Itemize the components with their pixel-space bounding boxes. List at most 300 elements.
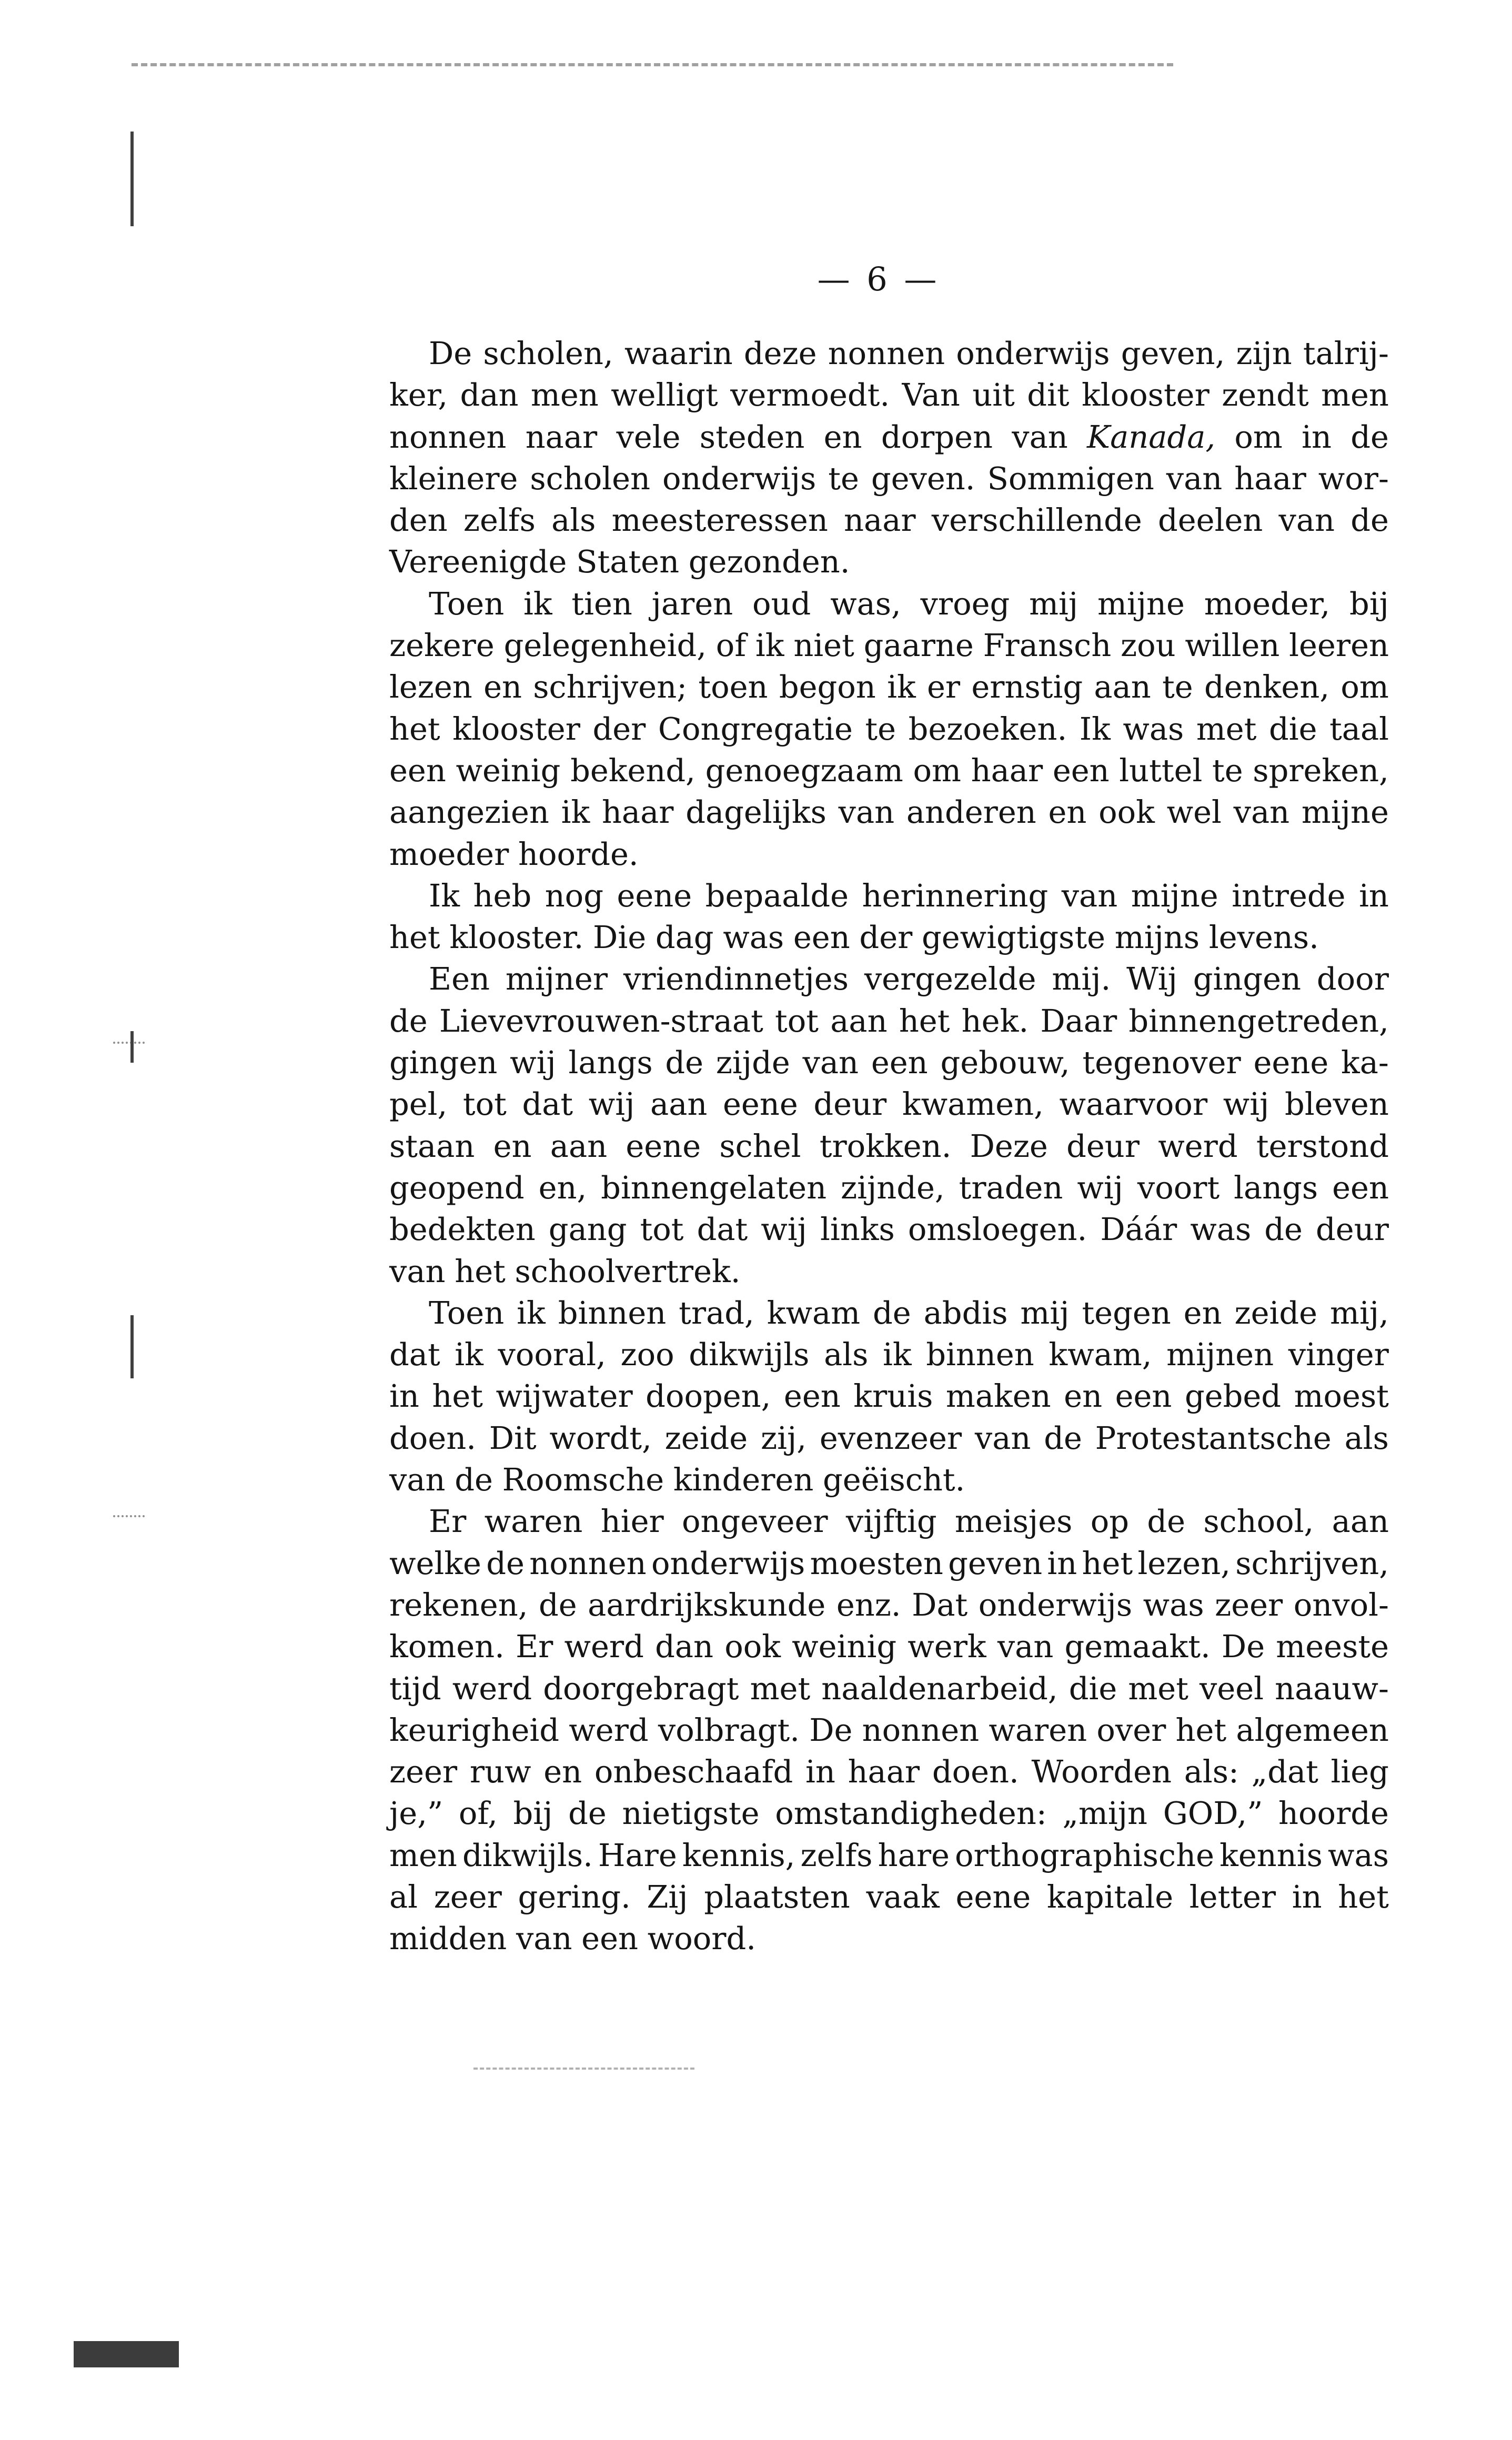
word: in xyxy=(1292,1878,1322,1915)
word: naar xyxy=(525,418,598,455)
word: eene xyxy=(723,1086,798,1123)
word: uit xyxy=(972,377,1015,414)
word: waren xyxy=(484,1503,583,1540)
word: kinderen xyxy=(673,1461,814,1498)
text-line xyxy=(389,458,1389,499)
text-line xyxy=(389,1375,1389,1417)
word: als xyxy=(1344,1419,1389,1456)
word: Kanada, xyxy=(1087,418,1216,455)
word: en xyxy=(823,418,862,455)
word: zeer xyxy=(1215,1586,1283,1623)
word: gezonden. xyxy=(688,543,850,580)
word: Sommigen xyxy=(987,460,1154,497)
word: met xyxy=(750,1670,811,1707)
word: waarin xyxy=(624,335,733,371)
word: moeder xyxy=(389,835,509,872)
word: een xyxy=(1115,1378,1172,1415)
word: denken, xyxy=(1204,669,1330,705)
left-margin-mark xyxy=(130,1031,134,1063)
word: gingen xyxy=(1193,961,1302,997)
word: vinger xyxy=(1288,1336,1389,1373)
body-text xyxy=(389,332,1389,1960)
word: was xyxy=(1143,1586,1204,1623)
word: pel, xyxy=(389,1086,448,1123)
word: wijwater xyxy=(496,1378,633,1415)
left-margin-mark xyxy=(130,132,134,226)
word: te xyxy=(828,460,859,497)
word: was xyxy=(1123,710,1184,747)
word: nonnen xyxy=(828,335,945,371)
word: ernstig xyxy=(971,669,1083,705)
word: geven, xyxy=(1121,335,1225,371)
word: vermoedt. xyxy=(730,377,890,414)
word: mijnen xyxy=(1166,1336,1274,1373)
word: geëischt. xyxy=(823,1461,965,1498)
text-line xyxy=(389,1251,1389,1292)
word: van xyxy=(838,794,895,831)
word: Wij xyxy=(1126,961,1177,997)
word: gering. xyxy=(518,1878,631,1915)
word: binnengetreden, xyxy=(1128,1002,1389,1039)
word: jaren xyxy=(651,585,733,622)
bottom-scan-dash xyxy=(473,2068,694,2070)
word: over xyxy=(1096,1711,1166,1748)
paragraph xyxy=(389,958,1389,1292)
word: in xyxy=(389,1378,419,1415)
word: traden xyxy=(959,1169,1063,1206)
word: Fransch xyxy=(983,627,1112,664)
word: de xyxy=(1350,418,1389,455)
word: woord. xyxy=(647,1920,756,1957)
word: gang xyxy=(548,1211,627,1248)
word: mij, xyxy=(1330,1294,1389,1331)
text-line xyxy=(389,1834,1389,1876)
word: staan xyxy=(389,1127,475,1164)
word: vergezelde xyxy=(864,961,1036,997)
word: dat xyxy=(697,1211,748,1248)
word: om xyxy=(1234,418,1283,455)
word: deur xyxy=(813,1086,887,1123)
word: lezen, xyxy=(1137,1545,1231,1581)
word: kleinere xyxy=(389,460,518,497)
word: vroeg xyxy=(920,585,1010,622)
paragraph xyxy=(389,875,1389,959)
word: die xyxy=(1069,1670,1117,1707)
text-line xyxy=(389,499,1389,541)
word: Protestantsche xyxy=(1095,1419,1332,1456)
word: onvol- xyxy=(1293,1586,1389,1623)
word: onderwijs xyxy=(978,1586,1133,1623)
word: als: xyxy=(1184,1753,1239,1790)
word: onderwijs xyxy=(662,460,817,497)
text-line xyxy=(389,791,1389,833)
word: dikwijls xyxy=(689,1336,810,1373)
word: het xyxy=(899,1002,950,1039)
word: mij. xyxy=(1052,961,1111,997)
word: moeder, xyxy=(1204,585,1330,622)
word: maken xyxy=(945,1378,1051,1415)
word: der xyxy=(592,710,646,747)
word: welke xyxy=(389,1545,481,1581)
word: en xyxy=(543,1753,582,1790)
word: dan xyxy=(655,1628,714,1665)
text-line xyxy=(389,1709,1389,1751)
text-line xyxy=(389,1334,1389,1375)
word: dat xyxy=(389,1336,440,1373)
word: ik xyxy=(517,1294,546,1331)
word: en xyxy=(1064,1378,1103,1415)
text-line xyxy=(389,958,1389,1000)
word: vooral, xyxy=(498,1336,606,1373)
word: kruis xyxy=(853,1378,933,1415)
word: Dit xyxy=(489,1419,537,1456)
word: klooster xyxy=(452,710,580,747)
word: hoorde. xyxy=(518,835,639,872)
word: Congregatie xyxy=(658,710,853,747)
word: aangezien xyxy=(389,794,549,831)
word: werd xyxy=(452,1670,532,1707)
text-line xyxy=(389,1918,1389,1959)
word: niet xyxy=(793,627,854,664)
word: ik xyxy=(883,1336,912,1373)
word: het xyxy=(1338,1878,1389,1915)
word: trad, xyxy=(679,1294,754,1331)
text-line xyxy=(389,1042,1389,1083)
word: enz. xyxy=(836,1586,901,1623)
word: den xyxy=(389,502,448,539)
top-border-rule xyxy=(132,63,1173,66)
word: Deze xyxy=(970,1127,1048,1164)
text-line xyxy=(389,1668,1389,1709)
word: Woorden xyxy=(1031,1753,1172,1790)
word: Lievevrouwen-straat xyxy=(439,1002,763,1039)
word: schrijven; xyxy=(533,669,688,705)
word: Vereenigde xyxy=(389,543,567,580)
word: mijne xyxy=(1301,794,1389,831)
word: een xyxy=(1052,752,1110,789)
word: of xyxy=(715,627,747,664)
word: veel xyxy=(1199,1670,1264,1707)
word: wij xyxy=(510,1044,556,1081)
word: de xyxy=(1147,1503,1186,1540)
word: intrede xyxy=(1232,877,1346,914)
word: zekere xyxy=(389,627,495,664)
word: te xyxy=(865,710,896,747)
word: waarvoor xyxy=(1059,1086,1208,1123)
word: heb xyxy=(473,877,532,914)
word: het xyxy=(432,1378,483,1415)
word: op xyxy=(1090,1503,1130,1540)
word: aan xyxy=(650,1086,708,1123)
word: nietigste xyxy=(622,1795,760,1832)
word: de xyxy=(1350,502,1389,539)
word: kennis, xyxy=(682,1837,795,1873)
paragraph xyxy=(389,332,1389,583)
word: onderwijs xyxy=(956,335,1110,371)
word: doopen, xyxy=(646,1378,771,1415)
word: algemeen xyxy=(1236,1711,1389,1748)
word: een xyxy=(871,1044,928,1081)
left-margin-mark xyxy=(130,1315,134,1378)
word: deur xyxy=(1316,1211,1389,1248)
text-line xyxy=(389,666,1389,708)
word: deze xyxy=(743,335,817,371)
word: het xyxy=(1175,1711,1227,1748)
word: tegen xyxy=(1082,1294,1171,1331)
word: anderen xyxy=(906,794,1036,831)
word: kapitale xyxy=(1046,1878,1174,1915)
word: de xyxy=(1264,1211,1303,1248)
word: vriendinnetjes xyxy=(623,961,849,997)
word: een xyxy=(793,919,850,956)
text-line xyxy=(389,1584,1389,1626)
word: men xyxy=(530,377,599,414)
word: werd xyxy=(569,1711,649,1748)
word: ik xyxy=(523,585,552,622)
word: dat xyxy=(522,1086,573,1123)
word: GOD,” xyxy=(1163,1795,1263,1832)
word: geven xyxy=(948,1545,1043,1581)
word: keurigheid xyxy=(389,1711,560,1748)
word: bezoeken. xyxy=(908,710,1067,747)
word: het xyxy=(1082,1545,1133,1581)
word: naaldenarbeid, xyxy=(821,1670,1058,1707)
word: „mijn xyxy=(1062,1795,1148,1832)
word: meisjes xyxy=(954,1503,1073,1540)
word: weinig xyxy=(792,1628,897,1665)
word: zelfs xyxy=(463,502,536,539)
word: gewigtigste xyxy=(922,919,1106,956)
word: men xyxy=(389,1837,457,1873)
word: welligt xyxy=(611,377,718,414)
word: om xyxy=(913,752,961,789)
word: toen xyxy=(698,669,768,705)
ink-blot xyxy=(74,2341,179,2367)
word: genoegzaam xyxy=(705,752,903,789)
word: verschillende xyxy=(931,502,1142,539)
word: komen. xyxy=(389,1628,505,1665)
word: talrij- xyxy=(1303,335,1389,371)
word: zeer xyxy=(389,1753,458,1790)
word: van xyxy=(1166,460,1223,497)
word: binnen xyxy=(926,1336,1034,1373)
word: dagelijks xyxy=(686,794,826,831)
word: tot xyxy=(462,1086,507,1123)
word: Er xyxy=(429,1503,467,1540)
word: om xyxy=(1340,669,1389,705)
word: dit xyxy=(1027,377,1070,414)
word: gebed xyxy=(1184,1378,1282,1415)
word: aan xyxy=(1332,1503,1389,1540)
word: wor- xyxy=(1318,460,1389,497)
word: van xyxy=(997,1628,1054,1665)
word: hek. xyxy=(961,1002,1029,1039)
text-line xyxy=(389,332,1389,374)
word: zou xyxy=(1121,627,1176,664)
word: en xyxy=(1183,1294,1222,1331)
word: gemaakt. xyxy=(1064,1628,1211,1665)
word: binnengelaten xyxy=(601,1169,827,1206)
word: te xyxy=(1212,752,1243,789)
word: bepaalde xyxy=(705,877,849,914)
word: mij xyxy=(1020,1294,1070,1331)
text-line xyxy=(389,1292,1389,1334)
word: zeide xyxy=(1234,1294,1318,1331)
word: bij xyxy=(513,1795,553,1832)
word: bedekten xyxy=(389,1211,536,1248)
text-line xyxy=(389,1000,1389,1042)
text-line xyxy=(389,1751,1389,1792)
word: werd xyxy=(1158,1127,1238,1164)
word: vijftig xyxy=(845,1503,937,1540)
word: werd xyxy=(564,1628,644,1665)
word: van xyxy=(1278,502,1335,539)
word: met xyxy=(1196,710,1257,747)
word: haar xyxy=(1234,460,1306,497)
word: was xyxy=(723,919,784,956)
word: scholen, xyxy=(483,335,613,371)
word: en xyxy=(493,1127,532,1164)
word: omstandigheden: xyxy=(775,1795,1047,1832)
word: nonnen xyxy=(862,1711,980,1748)
word: eene xyxy=(1253,1044,1329,1081)
word: evenzeer xyxy=(819,1419,962,1456)
word: zelfs xyxy=(800,1837,873,1873)
word: van xyxy=(516,1920,572,1957)
word: Dáár xyxy=(1100,1211,1177,1248)
text-line xyxy=(389,1876,1389,1918)
word: en xyxy=(483,669,522,705)
word: taal xyxy=(1329,710,1389,747)
word: van xyxy=(1061,877,1118,914)
word: wel xyxy=(1166,794,1222,831)
word: onderwijs xyxy=(651,1545,805,1581)
word: gingen xyxy=(389,1044,498,1081)
word: ik xyxy=(755,627,784,664)
word: De xyxy=(1221,1628,1265,1665)
word: door xyxy=(1316,961,1389,997)
word: van xyxy=(1233,794,1290,831)
word: van xyxy=(389,1461,446,1498)
word: klooster. xyxy=(449,919,584,956)
word: vele xyxy=(616,418,681,455)
word: zijde xyxy=(715,1044,790,1081)
word: het xyxy=(455,1253,506,1289)
word: leeren xyxy=(1289,627,1389,664)
word: onbeschaafd xyxy=(594,1753,793,1790)
text-line xyxy=(389,1626,1389,1667)
word: langs xyxy=(568,1044,653,1081)
word: waren xyxy=(989,1711,1087,1748)
word: Toen xyxy=(429,585,505,622)
word: willen xyxy=(1185,627,1280,664)
paragraph xyxy=(389,1500,1389,1959)
word: was xyxy=(1190,1211,1252,1248)
word: moest xyxy=(1294,1378,1389,1415)
word: doorgebragt xyxy=(543,1670,739,1707)
word: aan xyxy=(550,1127,608,1164)
word: Dat xyxy=(912,1586,968,1623)
word: levens. xyxy=(1208,919,1319,956)
word: ik xyxy=(887,669,916,705)
word: Een xyxy=(429,961,490,997)
text-line xyxy=(389,1500,1389,1542)
word: moesten xyxy=(810,1545,943,1581)
word: dorpen xyxy=(881,418,993,455)
word: nonnen xyxy=(529,1545,647,1581)
word: geven. xyxy=(871,460,975,497)
word: meeste xyxy=(1276,1628,1389,1665)
word: van xyxy=(1012,418,1068,455)
word: kennis xyxy=(1219,1837,1323,1873)
word: nog xyxy=(545,877,603,914)
word: Van xyxy=(902,377,960,414)
text-line xyxy=(389,1417,1389,1459)
word: de xyxy=(389,1002,428,1039)
word: tien xyxy=(571,585,632,622)
word: zijn xyxy=(1236,335,1292,371)
word: te xyxy=(1162,669,1193,705)
text-line xyxy=(389,833,1389,875)
text-line xyxy=(389,1208,1389,1250)
text-line xyxy=(389,708,1389,750)
word: als xyxy=(824,1336,869,1373)
text-line xyxy=(389,1083,1389,1125)
word: wij xyxy=(1223,1086,1269,1123)
word: steden xyxy=(699,418,805,455)
word: aardrijkskunde xyxy=(588,1586,826,1623)
text-line xyxy=(389,624,1389,666)
word: ker, xyxy=(389,377,448,414)
text-line xyxy=(389,1167,1389,1208)
word: trokken. xyxy=(819,1127,952,1164)
word: ruw xyxy=(469,1753,531,1790)
word: luttel xyxy=(1119,752,1203,789)
word: oud xyxy=(752,585,811,622)
word: der xyxy=(859,919,913,956)
text-line xyxy=(389,875,1389,916)
word: die xyxy=(1268,710,1317,747)
word: klooster xyxy=(1082,377,1209,414)
word: het xyxy=(389,919,440,956)
word: in xyxy=(1047,1545,1077,1581)
word: weinig xyxy=(456,752,561,789)
word: bekend, xyxy=(570,752,695,789)
word: doen. xyxy=(932,1753,1019,1790)
text-line xyxy=(389,750,1389,791)
word: zeer xyxy=(434,1878,502,1915)
word: was, xyxy=(830,585,901,622)
word: lezen xyxy=(389,669,472,705)
word: De xyxy=(809,1711,853,1748)
word: de xyxy=(455,1461,493,1498)
page-number: — 6 — xyxy=(817,260,940,298)
word: naar xyxy=(844,502,916,539)
word: wordt, xyxy=(549,1419,652,1456)
word: van xyxy=(389,1253,446,1289)
word: zendt xyxy=(1222,377,1309,414)
word: hoorde xyxy=(1278,1795,1389,1832)
word: voort xyxy=(1137,1169,1220,1206)
word: de xyxy=(1044,1419,1082,1456)
word: deelen xyxy=(1157,502,1263,539)
word: vaak xyxy=(866,1878,940,1915)
left-margin-speckle xyxy=(113,1515,145,1519)
word: eene xyxy=(626,1127,701,1164)
word: ka- xyxy=(1341,1044,1389,1081)
word: de xyxy=(486,1545,525,1581)
word: Ik xyxy=(429,877,460,914)
